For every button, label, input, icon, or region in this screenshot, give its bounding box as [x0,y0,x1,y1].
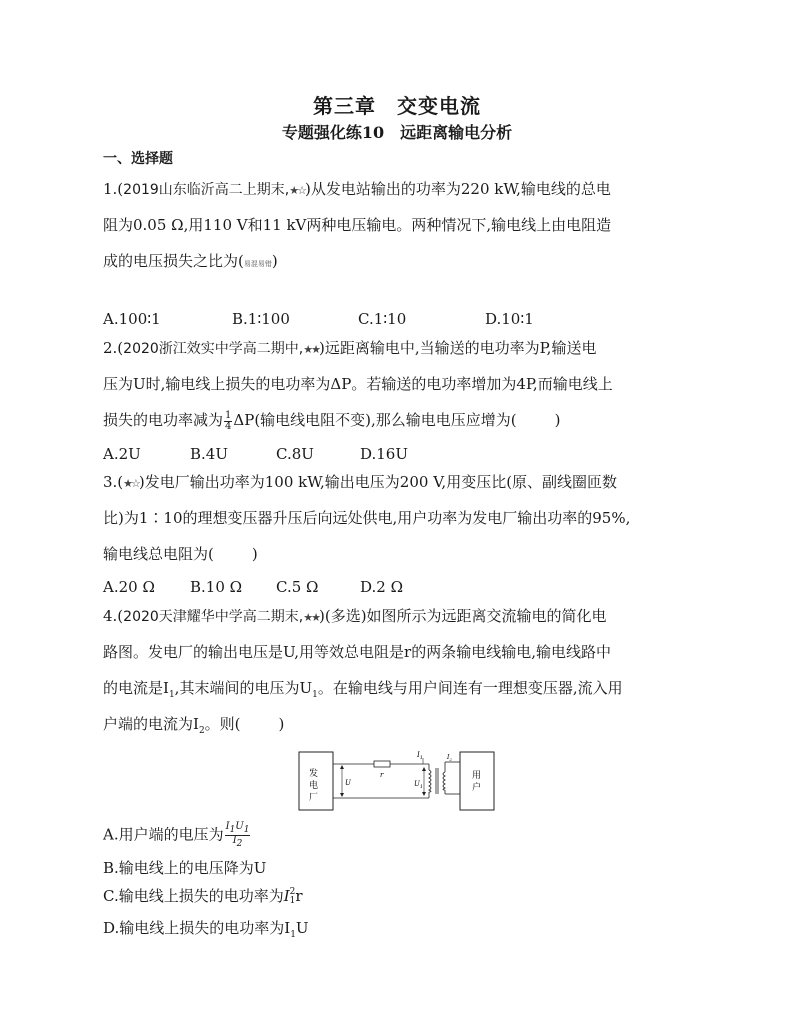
q2-text-b: ΔP(输电线电阻不变),那么输电电压应增为( [233,411,517,429]
subscript: 1 [229,825,236,835]
q3-paren: ) [251,545,258,563]
q2-line-2: 压为U时,输电线上损失的电功率为ΔP。若输送的电功率增加为4P,而输电线上 [103,375,613,393]
subscript: 1 [312,690,318,700]
q2-paren: ) [554,411,561,429]
q3-option-d: D.2 Ω [360,578,404,596]
q4-line-2: 路图。发电厂的输出电压是U,用等效总电阻是r的两条输电线输电,输电线路中 [103,643,611,661]
plant-label-3: 厂 [309,793,319,803]
arrow-head-icon [422,767,426,771]
difficulty-stars-icon: ★★ [303,343,319,356]
r-label: r [380,771,384,779]
q1-line-2: 阻为0.05 Ω,用110 V和11 kV两种电压输电。两种情况下,输电线上由电阻造 [103,216,612,234]
arrow-head-icon [340,793,344,797]
q3-option-c: C.5 Ω [276,578,319,596]
subscript: 1 [168,690,175,700]
q2-number: 2.( [103,339,124,357]
user-label-2: 户 [472,783,482,793]
q4-line-3 [103,677,623,706]
section-heading: 一、选择题 [103,151,173,167]
arrow-head-icon [340,765,344,769]
q3-option-a: A.20 Ω [103,578,155,596]
q4-option-c [103,885,303,907]
subscript: 1 [243,825,250,835]
q1-option-a: A.100∶1 [103,310,161,328]
q2-line-3 [103,409,561,432]
q4-option-a [103,822,251,849]
var-i: I [283,887,290,905]
q3-option-b: B.10 Ω [190,578,243,596]
frac-num: 1 [225,409,232,421]
q4-text-a: 的电流是I [103,679,169,697]
primary-coil-icon [429,770,431,792]
difficulty-stars-icon: ★☆ [123,477,139,490]
subscript: 1 [289,896,296,906]
q1-text-end: 成的电压损失之比为( [103,252,244,270]
q1-number: 1.( [103,180,124,198]
q4-number: 4.( [103,607,124,625]
q2-text-a: 损失的电功率减为 [103,411,224,429]
superscript: 2 [289,887,296,897]
q4-option-d-text: D.输电线上损失的电功率为I [103,919,291,937]
q2-option-d: D.16U [360,445,408,463]
q1-option-c: C.1∶10 [358,310,407,328]
resistor-r [374,761,390,767]
q1-source: 2019山东临沂高二上期末, [123,182,290,198]
fraction-one-quarter [224,411,232,432]
arrow-head-icon [422,792,426,796]
q1-line-1 [103,178,611,202]
secondary-coil-icon [443,772,445,790]
i2-label: $I_2$ [447,754,452,762]
q4-line-1 [103,605,607,629]
q1-tag: 易混易错 [243,260,272,268]
difficulty-stars-icon: ★☆ [289,184,305,197]
difficulty-stars-icon: ★★ [303,611,319,624]
chapter-title: 第三章 交变电流 [313,94,481,118]
u1-label: $U_1$ [414,780,424,790]
subscript: 2 [198,726,205,736]
q3-number: 3.( [103,473,124,491]
user-box [460,752,494,810]
plant-label-1: 发 [309,769,319,779]
fraction-i1u1-over-i2 [225,822,251,849]
subscript: 2 [236,839,243,849]
q2-text: )远距离输电中,当输送的电功率为P,输送电 [319,339,597,357]
user-label-1: 用 [472,771,482,781]
q4-source: 2020天津耀华中学高二期末, [123,609,304,625]
q2-option-c: C.8U [276,445,314,463]
q4-text-c: 。在输电线与用户间连有一理想变压器,流入用 [317,679,623,697]
q2-option-b: B.4U [190,445,228,463]
q3-line-2: 比)为1∶10的理想变压器升压后向远处供电,用户功率为发电厂输出功率的95%, [103,509,631,527]
q4-text-b: ,其末端间的电压为U [174,679,313,697]
var-u: U [235,821,244,832]
var-i: I [225,821,230,832]
u-label: U [345,779,351,787]
q4-option-b: B.输电线上的电压降为U [103,859,267,877]
q2-option-a: A.2U [103,445,141,463]
q2-line-1 [103,337,596,361]
q4-option-a-text: A.用户端的电压为 [103,825,224,844]
i1-label: $I_1$ [417,751,423,761]
q4-text-d: 户端的电流为I [103,715,199,733]
q4-paren: ) [278,715,285,733]
q4-option-d [103,917,309,946]
q1-paren: ) [271,252,278,270]
q4-line-4 [103,713,284,742]
q1-line-3 [103,250,278,275]
q2-source: 2020浙江效实中学高二期中, [123,341,304,357]
q1-text: )从发电站输出的功率为220 kW,输电线的总电 [305,180,611,198]
q3-text-end: 输电线总电阻为( [103,545,214,563]
plant-label-2: 电 [309,781,319,791]
q3-line-1 [103,471,617,495]
q1-option-d: D.10∶1 [485,310,534,328]
circuit-diagram [297,748,497,816]
var-u: U [295,919,309,937]
q4-option-c-text: C.输电线上损失的电功率为 [103,887,284,905]
q4-text: )(多选)如图所示为远距离交流输电的简化电 [319,607,607,625]
q4-text-e: 。则( [204,715,241,733]
section-subtitle: 专题强化练10 远距离输电分析 [281,123,513,142]
var-i: I [232,835,237,846]
q1-option-b: B.1∶100 [232,310,290,328]
q3-text: )发电厂输出功率为100 kW,输出电压为200 V,用变压比(原、副线圈匝数 [138,473,618,491]
var-r: r [295,887,303,905]
q3-line-3 [103,543,258,565]
frac-den: 4 [225,420,232,432]
subscript: 1 [290,930,296,940]
